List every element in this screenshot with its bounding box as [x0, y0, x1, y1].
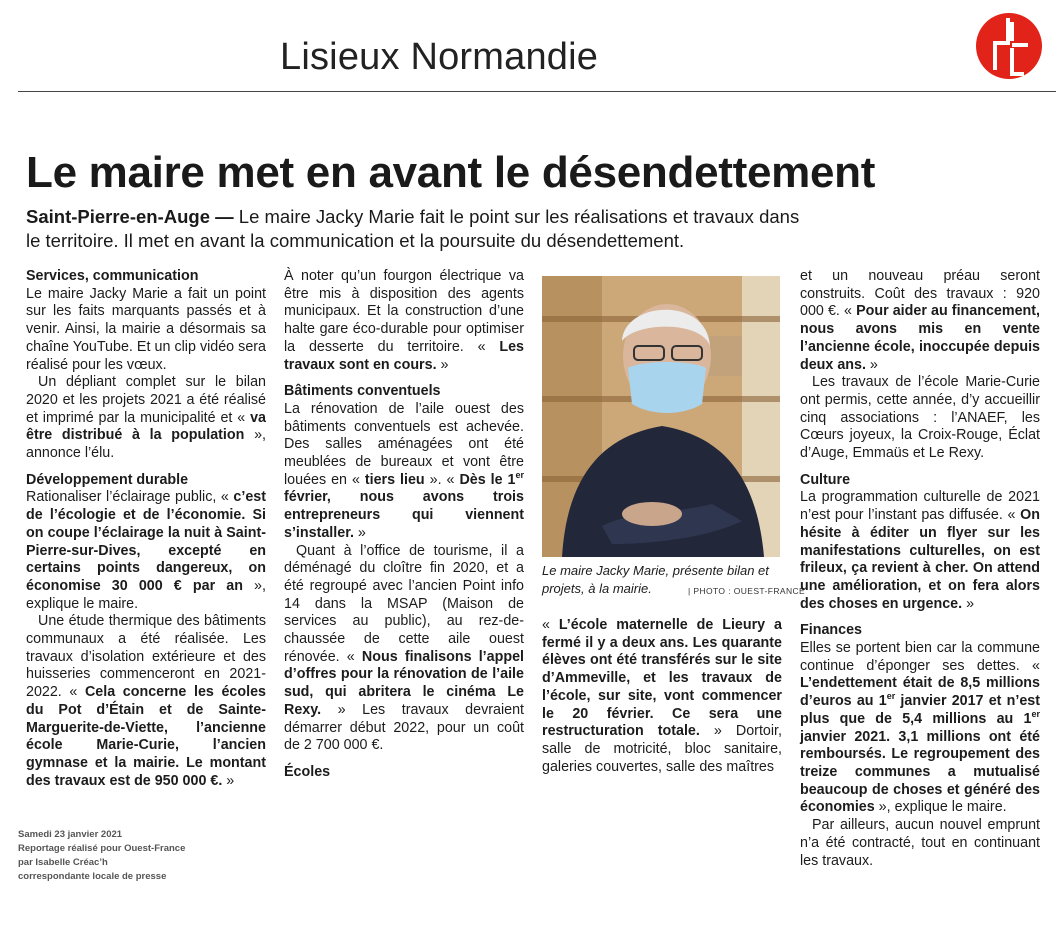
- body-paragraph-continued: « L’école maternelle de Lieury a fermé il y a deux ans. Les quarante élèves ont été transférés sur le site d’Ammeville, et les travaux de l’école, sur site, vont commencer le 20 février. Ce sera une restructuration totale. » Dortoir, salle de motricité, bloc sanitaire, galeries couvertes, salle des maîtres: [542, 617, 782, 775]
- article-headline: Le maire met en avant le désendettement: [26, 148, 876, 197]
- section-heading-ecoles: Écoles: [284, 763, 331, 780]
- lead-text: Le maire Jacky Marie fait le point sur les réalisations et travaux dans le territoire. Il met en avant la communication et la poursuite du désendettement.: [26, 206, 800, 251]
- article-column-1: [26, 268, 266, 790]
- footer-date: Samedi 23 janvier 2021: [18, 829, 123, 840]
- section-heading-finances: Finances: [800, 622, 862, 639]
- article-column-4: [800, 268, 1040, 870]
- body-paragraph: Quant à l’office de tourisme, il a déménagé du cloître fin 2020, et a été regroupé avec l’ancien Point info 14 dans la MSAP (Maison de services au public), au rez-de-chaussée de cette aile ouest rénovée. « Nous finalisons l’appel d’offres pour la rénovation de l’aile sud, qui abritera le cinéma Le Rexy. » Les travaux devraient démarrer début 2022, pour un coût de 2 700 000 €.: [284, 542, 524, 754]
- body-paragraph: La rénovation de l’aile ouest des bâtiments conventuels est achevée. Des salles aménagées ont été meublées de bureaux et vont être louées en « tiers lieu ». « Dès le 1er février, nous avons trois entrepreneurs qui viennent s’installer. »: [284, 400, 524, 541]
- body-paragraph: Rationaliser l’éclairage public, « c’est de l’écologie et de l’économie. Si on coupe l’éclairage la nuit à Saint-Pierre-sur-Dives, excepté en certains points dangereux, on économise 30 000 € par an », explique le maire.: [26, 489, 266, 612]
- masthead-rule: [18, 91, 1056, 92]
- lead-place: Saint-Pierre-en-Auge —: [26, 206, 234, 227]
- article-column-3: [542, 617, 782, 776]
- body-paragraph-continued: et un nouveau préau seront construits. Coût des travaux : 920 000 €. « Pour aider au financement, nous avons mis en vente l’ancienne école, inoccupée depuis deux ans. »: [800, 268, 1040, 373]
- article-column-2: [284, 268, 524, 782]
- photo-credit: | PHOTO : OUEST-FRANCE: [688, 586, 806, 596]
- body-paragraph: Les travaux de l’école Marie-Curie ont permis, cette année, d’y accueillir cinq associations : l’ANAEF, les Cœurs joyeux, la Croix-Rouge, Éclat d’Auge, Emmaüs et Le Rexy.: [800, 374, 1040, 462]
- photo-caption: Le maire Jacky Marie, présente bilan et projets, à la mairie.: [542, 563, 769, 596]
- body-paragraph: Par ailleurs, aucun nouvel emprunt n’a été contracté, tout en continuant les travaux.: [800, 817, 1040, 869]
- footer-author: par Isabelle Créac’h: [18, 857, 108, 868]
- body-paragraph: Le maire Jacky Marie a fait un point sur les faits marquants passés et à venir. Ainsi, la mairie a désormais sa chaîne YouTube. Et un clip vidéo sera réalisé pour les vœux.: [26, 285, 266, 373]
- mayor-photo-image: [542, 276, 780, 557]
- body-paragraph: Une étude thermique des bâtiments communaux a été réalisée. Les travaux d’isolation extérieure et des huisseries commenceront en 2021-2022. « Cela concerne les écoles du Pot d’Étain et de Sainte-Marguerite-de-Viette, l’ancienne école Marie-Curie, l’ancien gymnase et la mairie. Le montant des travaux est de 950 000 €. »: [26, 613, 266, 789]
- section-title: Lisieux Normandie: [280, 36, 599, 78]
- footer-role: correspondante locale de presse: [18, 871, 167, 882]
- body-paragraph: Elles se portent bien car la commune continue d’éponger ses dettes. « L’endettement était de 8,5 millions d’euros au 1er janvier 2017 et n’est plus que de 5,4 millions au 1er janvier 2021. 3,1 millions ont été remboursés. Le regroupement des treize communes a mutualisé beaucoup de choses et généré des économies », explique le maire.: [800, 640, 1040, 816]
- body-paragraph: Un dépliant complet sur le bilan 2020 et les projets 2021 a été réalisé et imprimé par la municipalité et « va être distribué à la population », annonce l’élu.: [26, 374, 266, 462]
- mayor-photo: [542, 276, 780, 557]
- body-paragraph: La programmation culturelle de 2021 n’est pour l’instant pas diffusée. « On hésite à éditer un flyer sur les manifestations culturelles, on est frileux, ça revient à cher. On attend une amélioration, et on fera alors des choses en urgence. »: [800, 489, 1040, 612]
- article-lead: [26, 205, 816, 253]
- section-heading-services: Services, communication: [26, 268, 199, 284]
- ouest-france-logo-icon: [975, 12, 1043, 80]
- body-paragraph-continued: À noter qu’un fourgon électrique va être mis à disposition des agents municipaux. Et la construction d’une halte gare éco-durable pour optimiser la desserte du territoire. « Les travaux sont en cours. »: [284, 268, 524, 373]
- section-heading-batiments: Bâtiments conventuels: [284, 383, 441, 400]
- section-heading-developpement: Développement durable: [26, 471, 189, 488]
- footer-report: Reportage réalisé pour Ouest-France: [18, 843, 186, 854]
- footer-credits: [18, 828, 185, 884]
- section-heading-culture: Culture: [800, 471, 851, 488]
